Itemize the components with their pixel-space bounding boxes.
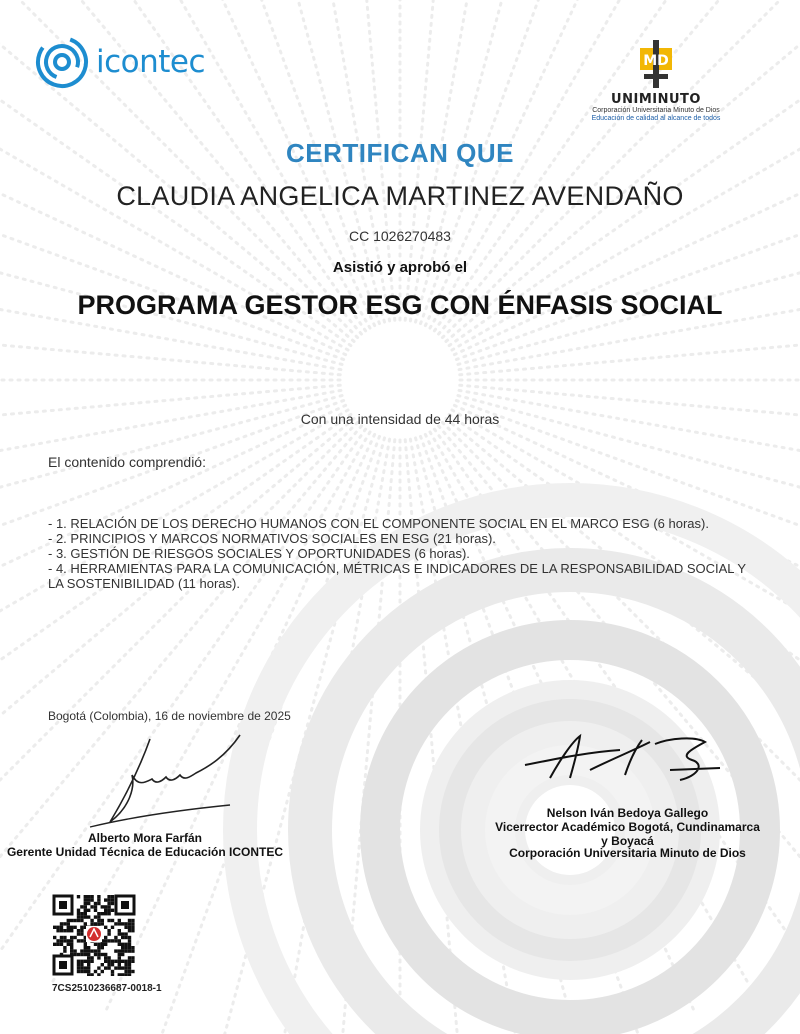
qr-module [94, 915, 97, 918]
qr-module [124, 926, 127, 929]
qr-module [118, 943, 121, 946]
right-signer-org: Corporación Universitaria Minuto de Dios [509, 846, 746, 860]
qr-module [73, 919, 76, 922]
qr-module [121, 932, 124, 935]
qr-module [107, 898, 110, 901]
qr-module [111, 895, 114, 898]
qr-module [114, 960, 117, 963]
qr-module [87, 960, 90, 963]
qr-module [84, 895, 87, 898]
qr-module [118, 932, 121, 935]
qr-module [90, 898, 93, 901]
qr-module [87, 953, 90, 956]
qr-module [118, 922, 121, 925]
qr-module [128, 929, 131, 932]
qr-module [121, 922, 124, 925]
qr-module [80, 966, 83, 969]
qr-module [111, 939, 114, 942]
qr-module [60, 939, 63, 942]
qr-module [80, 960, 83, 963]
qr-module [67, 922, 70, 925]
place-date: Bogotá (Colombia), 16 de noviembre de 2025 [48, 709, 291, 723]
qr-module [131, 946, 134, 949]
qr-module [53, 943, 56, 946]
qr-module [97, 943, 100, 946]
qr-module [87, 966, 90, 969]
qr-module [90, 895, 93, 898]
qr-module [114, 949, 117, 952]
qr-module [56, 939, 59, 942]
qr-module [111, 926, 114, 929]
qr-module [118, 960, 121, 963]
qr-module [101, 953, 104, 956]
qr-module [107, 932, 110, 935]
qr-module [77, 966, 80, 969]
certificate-heading: CERTIFICAN QUE [286, 138, 514, 168]
qr-module [107, 909, 110, 912]
qr-module [94, 970, 97, 973]
qr-module [84, 902, 87, 905]
qr-module [80, 905, 83, 908]
qr-module [107, 912, 110, 915]
qr-module [84, 949, 87, 952]
qr-module [107, 905, 110, 908]
qr-module [70, 919, 73, 922]
qr-module [97, 919, 100, 922]
qr-module [87, 956, 90, 959]
qr-module [104, 905, 107, 908]
qr-module [131, 919, 134, 922]
content-intro: El contenido comprendió: [48, 454, 206, 470]
qr-module [104, 956, 107, 959]
qr-module [124, 963, 127, 966]
qr-module [87, 909, 90, 912]
program-title: PROGRAMA GESTOR ESG CON ÉNFASIS SOCIAL [77, 290, 723, 320]
qr-module [97, 912, 100, 915]
qr-module [121, 960, 124, 963]
qr-module [111, 963, 114, 966]
background-ray [0, 141, 344, 360]
qr-module [121, 936, 124, 939]
qr-module [114, 939, 117, 942]
qr-module [97, 915, 100, 918]
qr-module [80, 963, 83, 966]
qr-module [124, 970, 127, 973]
qr-module [56, 926, 59, 929]
right-signer-title-cont: y Boyacá [601, 834, 654, 848]
qr-module [131, 926, 134, 929]
qr-module [90, 905, 93, 908]
qr-module [77, 953, 80, 956]
qr-module [97, 973, 100, 976]
qr-module [124, 922, 127, 925]
qr-module [114, 922, 117, 925]
qr-module [94, 905, 97, 908]
qr-module [97, 966, 100, 969]
right-signer-title: Vicerrector Académico Bogotá, Cundinamarca [495, 820, 760, 834]
qr-module [87, 963, 90, 966]
qr-module [77, 909, 80, 912]
qr-module [87, 949, 90, 952]
qr-module [128, 963, 131, 966]
qr-module [84, 922, 87, 925]
qr-module [124, 936, 127, 939]
qr-module [80, 953, 83, 956]
background-ray [456, 141, 800, 360]
background-ray [0, 319, 340, 375]
qr-module [87, 898, 90, 901]
intensity-text: Con una intensidad de 44 horas [300, 411, 500, 427]
qr-module [104, 912, 107, 915]
qr-module [84, 966, 87, 969]
qr-module [87, 973, 90, 976]
qr-module [63, 922, 66, 925]
qr-module [53, 926, 56, 929]
qr-module [101, 946, 104, 949]
qr-module [124, 966, 127, 969]
qr-module [63, 936, 66, 939]
qr-module [114, 936, 117, 939]
qr-module [77, 915, 80, 918]
qr-module [107, 963, 110, 966]
qr-module [124, 949, 127, 952]
qr-module [118, 973, 121, 976]
qr-module [118, 966, 121, 969]
qr-module [70, 929, 73, 932]
qr-module [97, 895, 100, 898]
qr-module [80, 929, 83, 932]
attended-label: Asistió y aprobó el [332, 259, 468, 276]
background-ray [460, 319, 800, 375]
qr-module [111, 960, 114, 963]
qr-module [94, 949, 97, 952]
qr-module [67, 919, 70, 922]
qr-module [84, 960, 87, 963]
qr-module [56, 929, 59, 932]
qr-module [94, 922, 97, 925]
qr-module [77, 939, 80, 942]
qr-module [101, 905, 104, 908]
qr-module [84, 946, 87, 949]
qr-module [73, 926, 76, 929]
qr-module [101, 912, 104, 915]
qr-module [121, 953, 124, 956]
qr-module [77, 932, 80, 935]
qr-module [90, 922, 93, 925]
qr-module [97, 956, 100, 959]
qr-module [131, 922, 134, 925]
qr-module [53, 936, 56, 939]
qr-module [90, 949, 93, 952]
qr-module [94, 953, 97, 956]
qr-module [73, 953, 76, 956]
qr-module [104, 943, 107, 946]
icontec-logo [34, 34, 205, 90]
qr-module [118, 929, 121, 932]
qr-module [77, 963, 80, 966]
qr-module [128, 966, 131, 969]
qr-module [131, 970, 134, 973]
qr-module [70, 926, 73, 929]
qr-module [67, 939, 70, 942]
qr-module [97, 898, 100, 901]
qr-module [80, 949, 83, 952]
uniminuto-logo [590, 38, 722, 123]
uniminuto-name: UNIMINUTO [611, 92, 701, 107]
qr-module [101, 970, 104, 973]
svg-text:MD: MD [643, 53, 669, 69]
qr-module [128, 949, 131, 952]
qr-module [63, 946, 66, 949]
qr-module [128, 956, 131, 959]
qr-module [80, 932, 83, 935]
qr-module [104, 939, 107, 942]
qr-module [111, 898, 114, 901]
qr-module [118, 919, 121, 922]
qr-code-icon[interactable] [52, 894, 136, 976]
qr-module [73, 936, 76, 939]
qr-module [121, 943, 124, 946]
qr-module [101, 919, 104, 922]
recipient-id: CC 1026270483 [349, 228, 451, 244]
qr-module [97, 946, 100, 949]
qr-module [77, 919, 80, 922]
qr-module [111, 902, 114, 905]
qr-module [87, 946, 90, 949]
qr-module [104, 966, 107, 969]
qr-module [101, 922, 104, 925]
qr-module [128, 926, 131, 929]
qr-module [70, 946, 73, 949]
qr-module [111, 919, 114, 922]
qr-module [63, 949, 66, 952]
qr-module [84, 953, 87, 956]
qr-module [128, 919, 131, 922]
qr-module [118, 939, 121, 942]
qr-module [94, 902, 97, 905]
qr-module [128, 970, 131, 973]
qr-module [70, 936, 73, 939]
qr-module [70, 939, 73, 942]
qr-module [84, 943, 87, 946]
recipient-name: CLAUDIA ANGELICA MARTINEZ AVENDAÑO [116, 181, 684, 211]
qr-module [101, 963, 104, 966]
qr-module [90, 973, 93, 976]
qr-module [107, 960, 110, 963]
qr-module [128, 943, 131, 946]
qr-module [84, 898, 87, 901]
qr-module [104, 953, 107, 956]
qr-module [90, 956, 93, 959]
qr-module [87, 915, 90, 918]
qr-module [124, 932, 127, 935]
qr-module [77, 912, 80, 915]
qr-module [124, 946, 127, 949]
qr-module [101, 943, 104, 946]
qr-module [118, 956, 121, 959]
qr-module [90, 960, 93, 963]
qr-module [67, 943, 70, 946]
qr-module [128, 922, 131, 925]
qr-module [77, 929, 80, 932]
qr-module [118, 949, 121, 952]
qr-module [63, 929, 66, 932]
qr-module [87, 970, 90, 973]
qr-module [56, 943, 59, 946]
qr-module [107, 929, 110, 932]
modules-list [48, 516, 748, 591]
qr-module [84, 912, 87, 915]
qr-module [60, 929, 63, 932]
qr-module [124, 973, 127, 976]
qr-module [121, 946, 124, 949]
left-signer-title: Gerente Unidad Técnica de Educación ICONTEC [6, 845, 284, 859]
qr-module [104, 960, 107, 963]
qr-module [70, 949, 73, 952]
qr-module [97, 922, 100, 925]
qr-module [107, 966, 110, 969]
qr-module [60, 926, 63, 929]
uniminuto-subtitle: Corporación Universitaria Minuto de Dios [592, 107, 720, 114]
qr-module [94, 909, 97, 912]
right-signer-name: Nelson Iván Bedoya Gallego [546, 806, 709, 820]
qr-module [131, 929, 134, 932]
qr-module [107, 956, 110, 959]
qr-module [121, 949, 124, 952]
qr-module [70, 943, 73, 946]
module-item: - 1. RELACIÓN DE LOS DERECHO HUMANOS CON EL COMPONENTE SOCIAL EN EL MARCO ESG (6 horas). [48, 516, 709, 531]
qr-module [84, 909, 87, 912]
qr-module [131, 960, 134, 963]
background-ray [459, 390, 800, 501]
qr-module [77, 970, 80, 973]
qr-module [111, 909, 114, 912]
qr-module [63, 939, 66, 942]
qr-module [80, 926, 83, 929]
qr-module [84, 915, 87, 918]
qr-module [80, 939, 83, 942]
qr-module [60, 922, 63, 925]
qr-module [107, 939, 110, 942]
qr-module [104, 909, 107, 912]
module-item: - 3. GESTIÓN DE RIESGOS SOCIALES Y OPORTUNIDADES (6 horas). [48, 546, 470, 561]
qr-module [128, 936, 131, 939]
qr-module [124, 960, 127, 963]
right-signature [520, 730, 730, 790]
qr-module [131, 956, 134, 959]
qr-module [104, 926, 107, 929]
qr-module [90, 919, 93, 922]
qr-module [60, 943, 63, 946]
left-signature [80, 727, 250, 837]
qr-module [73, 949, 76, 952]
qr-module [118, 963, 121, 966]
qr-module [124, 943, 127, 946]
qr-module [128, 973, 131, 976]
qr-module [77, 960, 80, 963]
qr-module [107, 895, 110, 898]
qr-module [111, 970, 114, 973]
md-logo-icon [632, 38, 680, 90]
qr-module [104, 936, 107, 939]
verification-code: 7CS2510236687-0018-1 [52, 983, 162, 994]
qr-module [80, 970, 83, 973]
qr-module [80, 915, 83, 918]
qr-module [67, 926, 70, 929]
qr-module [118, 953, 121, 956]
qr-module [97, 949, 100, 952]
uniminuto-slogan: Educación de calidad al alcance de todos [591, 115, 721, 122]
qr-module [107, 902, 110, 905]
qr-module [87, 895, 90, 898]
qr-module [94, 943, 97, 946]
qr-module [84, 970, 87, 973]
qr-module [111, 973, 114, 976]
qr-module [107, 919, 110, 922]
qr-module [128, 960, 131, 963]
qr-module [128, 939, 131, 942]
icontec-wordmark: icontec [96, 44, 206, 80]
qr-module [80, 919, 83, 922]
qr-module [84, 905, 87, 908]
left-signer-name: Alberto Mora Farfán [87, 831, 202, 845]
qr-module [60, 936, 63, 939]
qr-module [131, 949, 134, 952]
qr-module [97, 902, 100, 905]
qr-module [104, 898, 107, 901]
qr-module [114, 966, 117, 969]
module-item: - 4. HERRAMIENTAS PARA LA COMUNICACIÓN, MÉTRICAS E INDICADORES DE LA RESPONSABILIDAD SOCIAL Y LA SOSTENIBILIDAD (11 horas). [48, 561, 746, 591]
qr-module [121, 966, 124, 969]
qr-module [87, 902, 90, 905]
qr-module [121, 973, 124, 976]
qr-module [67, 929, 70, 932]
qr-module [97, 953, 100, 956]
icontec-logo-icon [34, 34, 90, 90]
background-ray [0, 390, 341, 501]
module-item: - 2. PRINCIPIOS Y MARCOS NORMATIVOS SOCIALES EN ESG (21 horas). [48, 531, 496, 546]
qr-module [80, 912, 83, 915]
qr-module [128, 946, 131, 949]
qr-module [77, 895, 80, 898]
